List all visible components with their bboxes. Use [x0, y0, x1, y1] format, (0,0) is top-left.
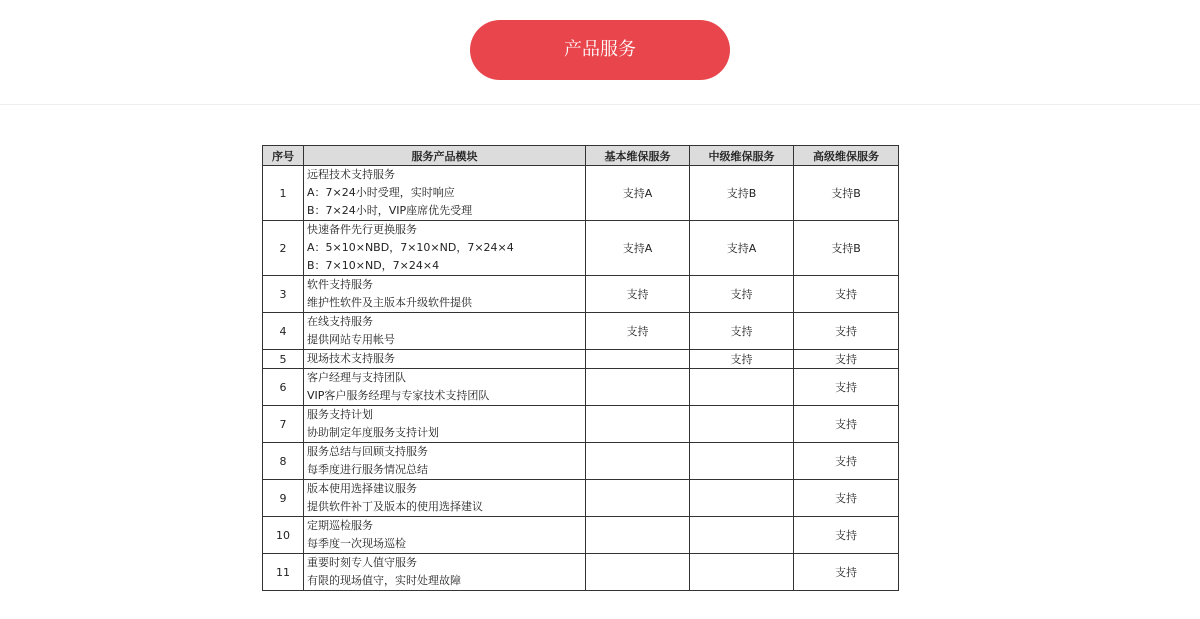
- service-module-name: 服务支持计划: [307, 408, 373, 421]
- row-serial-no: 1: [263, 166, 304, 221]
- row-basic-support: 支持A: [586, 166, 690, 221]
- row-service-module: [304, 443, 586, 480]
- service-module-detail: 提供软件补丁及版本的使用选择建议: [307, 500, 483, 513]
- row-advanced-support: 支持: [794, 443, 899, 480]
- row-serial-no: 2: [263, 221, 304, 276]
- service-comparison-table: [262, 145, 899, 591]
- row-basic-support: [586, 554, 690, 591]
- table-row: [263, 221, 899, 276]
- row-basic-support: 支持: [586, 276, 690, 313]
- row-advanced-support: 支持: [794, 313, 899, 350]
- service-module-name: 快速备件先行更换服务: [307, 223, 417, 236]
- service-module-detail: 协助制定年度服务支持计划: [307, 426, 439, 439]
- header-mid-maintenance: 中级维保服务: [690, 146, 794, 166]
- row-advanced-support: 支持: [794, 517, 899, 554]
- table-row: [263, 276, 899, 313]
- table-body: [263, 166, 899, 591]
- service-module-name: 远程技术支持服务: [307, 168, 395, 181]
- row-serial-no: 5: [263, 350, 304, 369]
- row-mid-support: [690, 554, 794, 591]
- row-basic-support: [586, 517, 690, 554]
- service-module-name: 定期巡检服务: [307, 519, 373, 532]
- row-service-module: [304, 406, 586, 443]
- row-mid-support: 支持: [690, 350, 794, 369]
- service-module-detail: A：5×10×NBD，7×10×ND，7×24×4: [307, 241, 514, 254]
- table-row: [263, 166, 899, 221]
- table-row: [263, 313, 899, 350]
- table-header-row: [263, 146, 899, 166]
- row-mid-support: 支持A: [690, 221, 794, 276]
- row-mid-support: [690, 517, 794, 554]
- row-service-module: [304, 480, 586, 517]
- row-advanced-support: 支持: [794, 276, 899, 313]
- row-advanced-support: 支持B: [794, 221, 899, 276]
- header-advanced-maintenance: 高级维保服务: [794, 146, 899, 166]
- row-basic-support: [586, 480, 690, 517]
- row-mid-support: [690, 406, 794, 443]
- row-mid-support: 支持: [690, 313, 794, 350]
- row-mid-support: [690, 369, 794, 406]
- service-module-detail: 提供网站专用帐号: [307, 333, 395, 346]
- service-module-name: 现场技术支持服务: [307, 352, 395, 365]
- table-row: [263, 369, 899, 406]
- table-row: [263, 406, 899, 443]
- row-serial-no: 8: [263, 443, 304, 480]
- row-advanced-support: 支持: [794, 480, 899, 517]
- table-row: [263, 443, 899, 480]
- service-module-name: 客户经理与支持团队: [307, 371, 406, 384]
- row-basic-support: 支持A: [586, 221, 690, 276]
- row-service-module: [304, 313, 586, 350]
- service-module-detail: 每季度一次现场巡检: [307, 537, 406, 550]
- row-service-module: [304, 517, 586, 554]
- row-serial-no: 3: [263, 276, 304, 313]
- header-service-module: 服务产品模块: [304, 146, 586, 166]
- row-service-module: [304, 276, 586, 313]
- row-advanced-support: 支持: [794, 369, 899, 406]
- row-advanced-support: 支持: [794, 350, 899, 369]
- row-advanced-support: 支持B: [794, 166, 899, 221]
- service-module-detail: 有限的现场值守，实时处理故障: [307, 574, 461, 587]
- service-module-detail: VIP客户服务经理与专家技术支持团队: [307, 389, 490, 402]
- header-serial-no: 序号: [263, 146, 304, 166]
- service-module-name: 软件支持服务: [307, 278, 373, 291]
- header-basic-maintenance: 基本维保服务: [586, 146, 690, 166]
- service-module-detail: 每季度进行服务情况总结: [307, 463, 428, 476]
- row-serial-no: 10: [263, 517, 304, 554]
- row-mid-support: 支持B: [690, 166, 794, 221]
- service-table-container: [262, 145, 898, 591]
- service-module-name: 服务总结与回顾支持服务: [307, 445, 428, 458]
- table-row: [263, 517, 899, 554]
- row-serial-no: 9: [263, 480, 304, 517]
- service-module-name: 版本使用选择建议服务: [307, 482, 417, 495]
- row-basic-support: [586, 350, 690, 369]
- row-service-module: [304, 350, 586, 369]
- row-basic-support: [586, 369, 690, 406]
- row-service-module: [304, 221, 586, 276]
- row-service-module: [304, 554, 586, 591]
- row-basic-support: [586, 406, 690, 443]
- table-row: [263, 350, 899, 369]
- row-mid-support: [690, 480, 794, 517]
- row-advanced-support: 支持: [794, 406, 899, 443]
- row-service-module: [304, 369, 586, 406]
- row-serial-no: 6: [263, 369, 304, 406]
- row-serial-no: 7: [263, 406, 304, 443]
- service-module-detail: A：7×24小时受理，实时响应: [307, 186, 455, 199]
- table-row: [263, 480, 899, 517]
- row-service-module: [304, 166, 586, 221]
- page-header: [0, 0, 1200, 105]
- row-serial-no: 4: [263, 313, 304, 350]
- table-row: [263, 554, 899, 591]
- service-module-detail: 维护性软件及主版本升级软件提供: [307, 296, 472, 309]
- product-services-button[interactable]: 产品服务: [470, 20, 730, 80]
- row-mid-support: [690, 443, 794, 480]
- service-module-detail: B：7×24小时，VIP座席优先受理: [307, 204, 473, 217]
- row-basic-support: 支持: [586, 313, 690, 350]
- service-module-name: 在线支持服务: [307, 315, 373, 328]
- row-mid-support: 支持: [690, 276, 794, 313]
- row-basic-support: [586, 443, 690, 480]
- row-advanced-support: 支持: [794, 554, 899, 591]
- row-serial-no: 11: [263, 554, 304, 591]
- service-module-name: 重要时刻专人值守服务: [307, 556, 417, 569]
- service-module-detail: B：7×10×ND，7×24×4: [307, 259, 440, 272]
